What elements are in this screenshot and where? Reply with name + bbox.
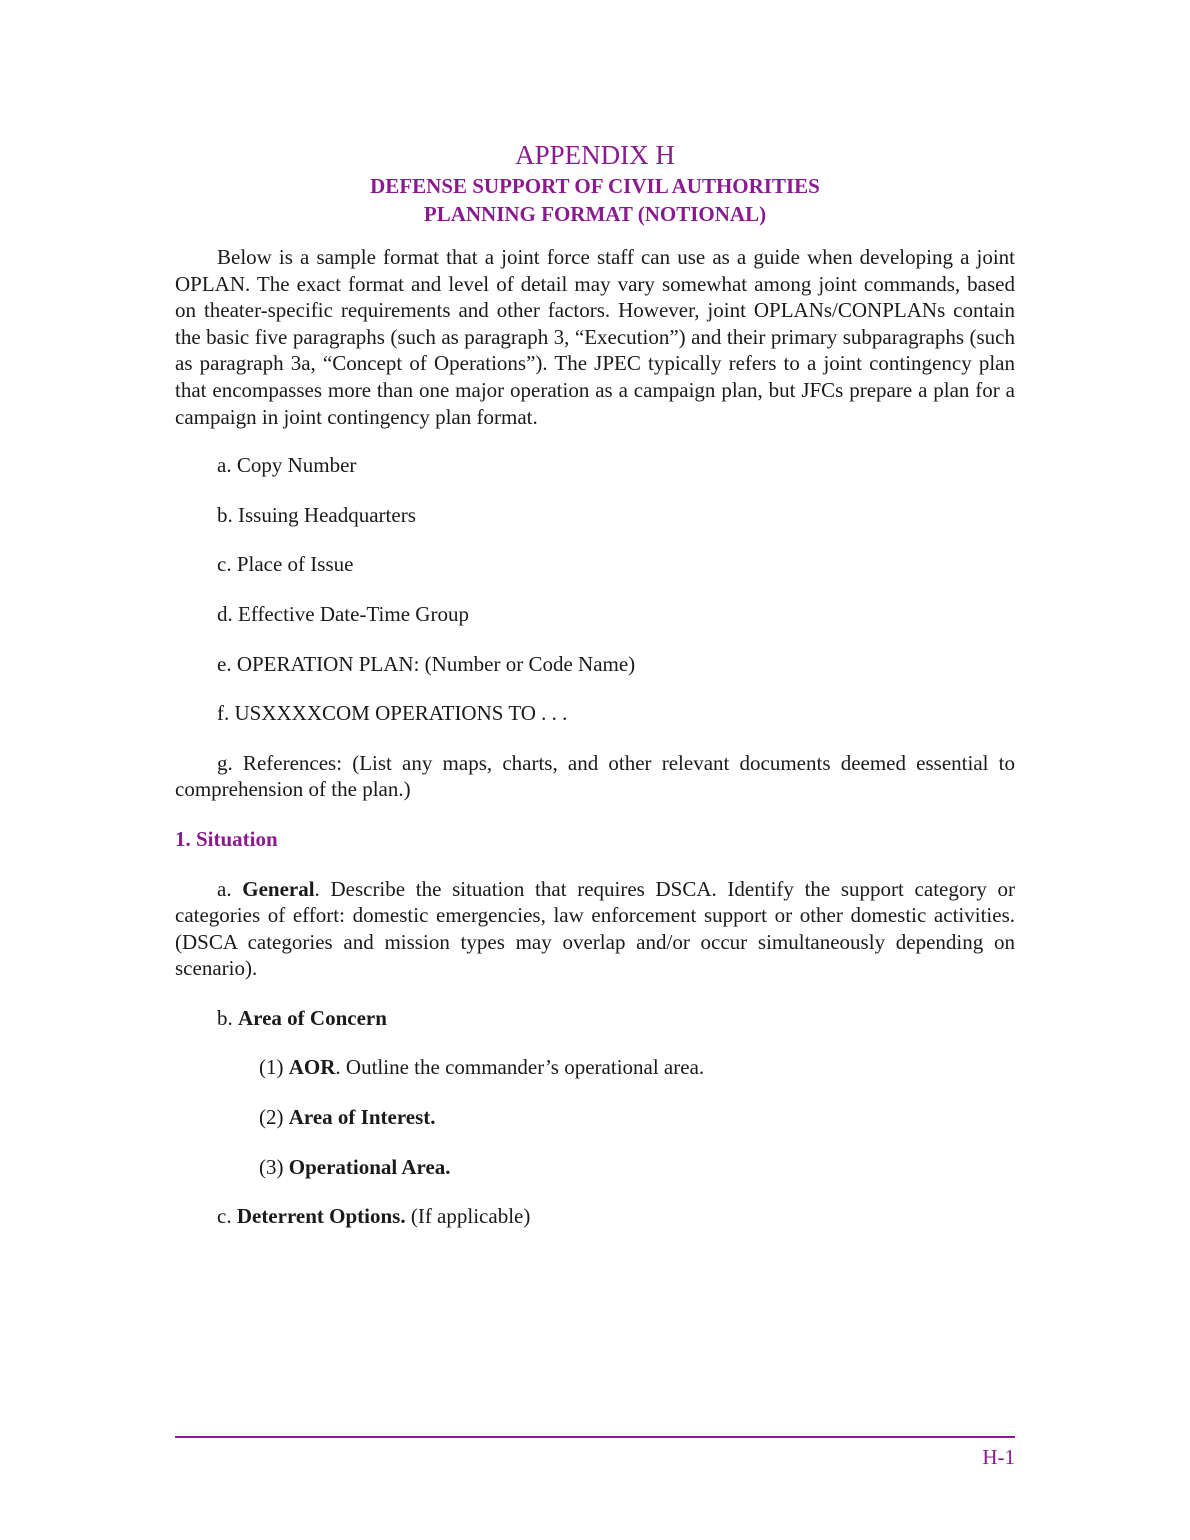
item-copy-number: a. Copy Number [217, 453, 357, 478]
operational-area-prefix: (3) [259, 1154, 289, 1179]
item-operations-to: f. USXXXXCOM OPERATIONS TO . . . [217, 701, 568, 726]
aor-label: AOR [288, 1055, 336, 1080]
situation-general-prefix: a. [217, 876, 243, 901]
area-aor [175, 1054, 1015, 1081]
area-of-interest-prefix: (2) [259, 1105, 289, 1130]
operational-area-label: Operational Area. [288, 1154, 451, 1179]
deterrent-options-label: Deterrent Options. [236, 1204, 406, 1229]
item-place-of-issue: c. Place of Issue [217, 552, 354, 577]
footer-divider [175, 1436, 1015, 1438]
item-issuing-headquarters: b. Issuing Headquarters [217, 502, 416, 527]
item-references: g. References: (List any maps, charts, and other relevant documents deemed essential to comprehension of the plan.) [175, 750, 1015, 802]
aor-prefix: (1) [259, 1055, 289, 1080]
deterrent-options [175, 1203, 1015, 1230]
situation-general-label: General [242, 876, 315, 901]
item-effective-dtg: d. Effective Date-Time Group [217, 601, 469, 626]
deterrent-options-prefix: c. [217, 1204, 237, 1229]
section-heading-situation: 1. Situation [175, 826, 278, 851]
area-of-concern-label: Area of Concern [238, 1005, 387, 1030]
situation-area-of-concern [175, 1005, 1015, 1032]
situation-general [175, 876, 1015, 982]
item-operation-plan: e. OPERATION PLAN: (Number or Code Name) [217, 651, 636, 676]
appendix-subtitle-2: PLANNING FORMAT (NOTIONAL) [423, 202, 767, 226]
intro-paragraph: Below is a sample format that a joint force staff can use as a guide when developing a joint OPLAN. The exact format and level of detail may vary somewhat among joint commands, based on theater-specific requirements and other factors. However, joint OPLANs/CONPLANs contain the basic five paragraphs (such as paragraph 3, “Execution”) and their primary subparagraphs (such as paragraph 3a, “Concept of Operations”). The JPEC typically refers to a joint contingency plan that encompasses more than one major operation as a campaign plan, but JFCs prepare a plan for a campaign in joint contingency plan format. [175, 245, 1015, 429]
deterrent-options-text: (If applicable) [405, 1204, 531, 1229]
situation-general-text: . Describe the situation that requires DSCA. Identify the support category or categories of effort: domestic emergencies, law enforcement support or other domestic activities. (DSCA categories and mission types may overlap and/or occur simultaneously depending on scenario). [175, 876, 1015, 981]
area-of-interest-label: Area of Interest. [288, 1105, 436, 1130]
document-page [175, 138, 1015, 1230]
operational-area [175, 1154, 1015, 1181]
area-of-concern-prefix: b. [217, 1005, 238, 1030]
page-number: H-1 [982, 1445, 1015, 1469]
aor-text: . Outline the commander’s operational area. [335, 1055, 705, 1080]
area-of-interest [175, 1104, 1015, 1131]
appendix-label: APPENDIX H [515, 140, 675, 170]
appendix-title [175, 138, 1015, 228]
appendix-subtitle-1: DEFENSE SUPPORT OF CIVIL AUTHORITIES [370, 174, 820, 198]
